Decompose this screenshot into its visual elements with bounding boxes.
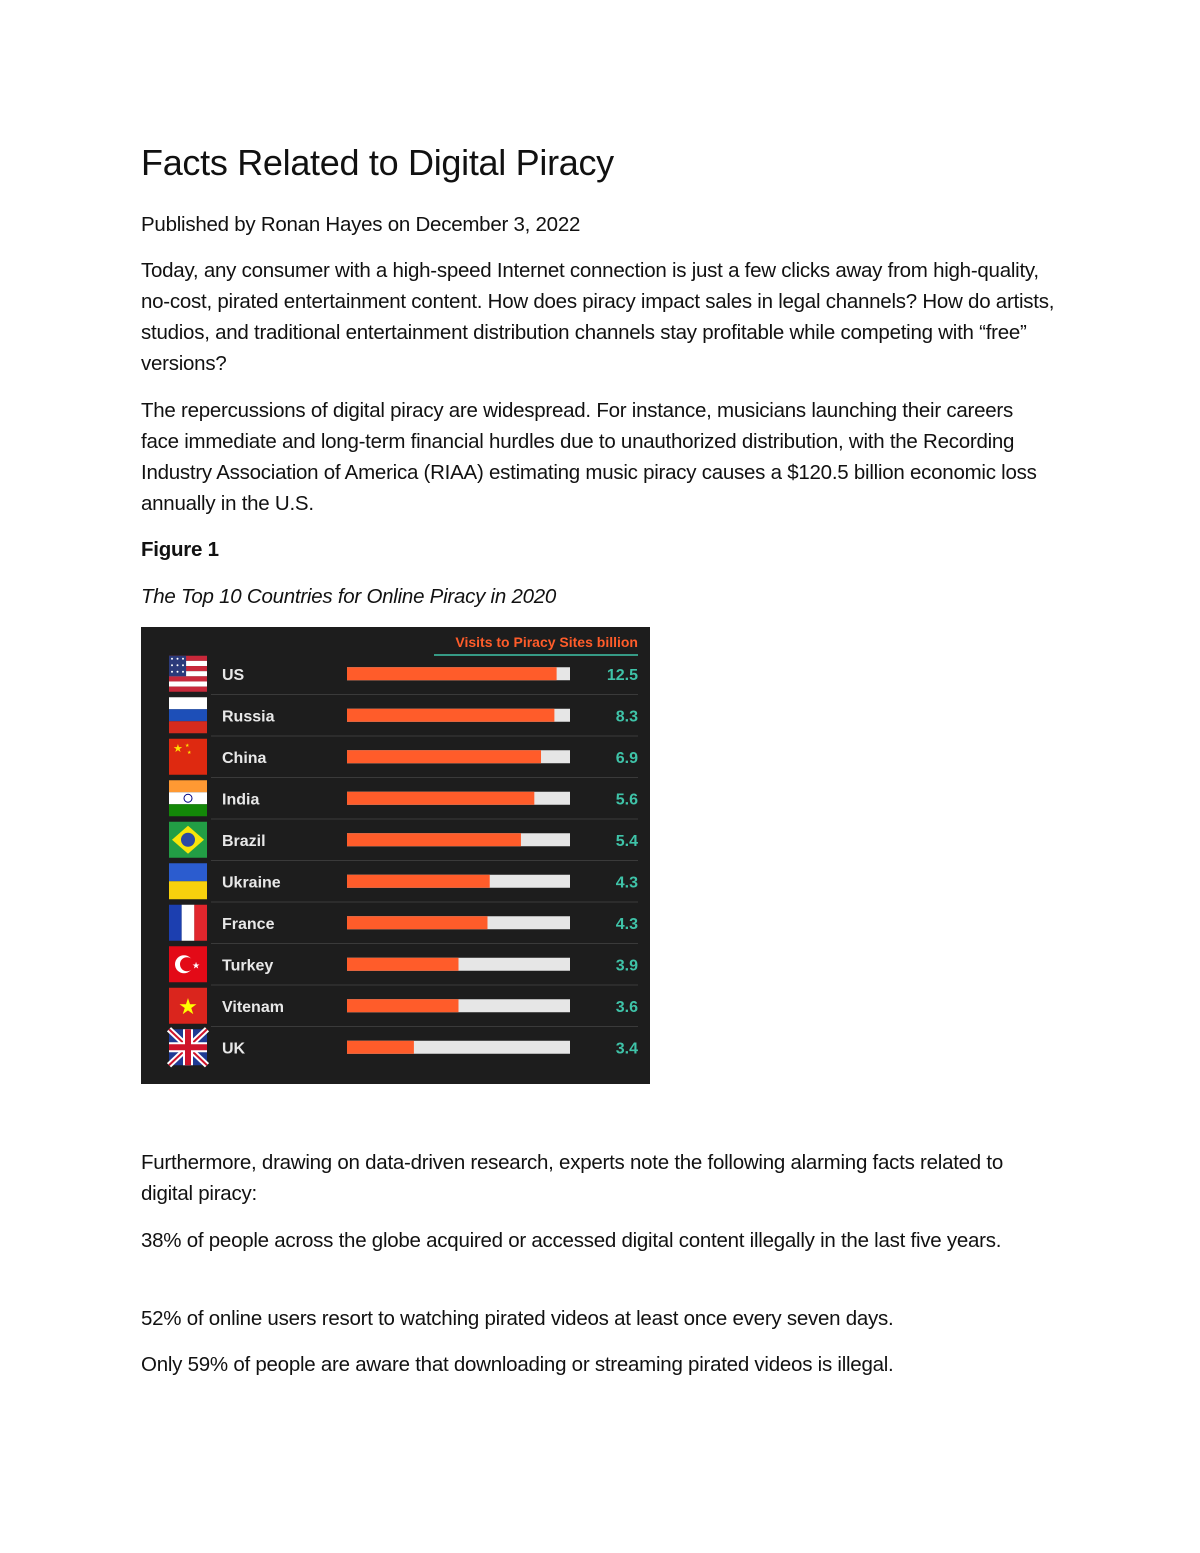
paragraph-intro: Today, any consumer with a high-speed Internet connection is just a few clicks away from high-quality, no-cost, pirated entertainment content. How does piracy impact sales in legal channels? How do artists, studios, and traditional entertainment distribution channels stay profitable while competing with “free” versions? [141, 259, 1055, 375]
chart-category-label: Brazil [222, 832, 266, 850]
chart-bar [347, 999, 459, 1012]
chart-category-label: France [222, 915, 275, 933]
chart-bar [347, 709, 554, 722]
chart-category-label: UK [222, 1040, 246, 1058]
chart-series-label: Visits to Piracy Sites billion [455, 634, 638, 650]
figure-caption: The Top 10 Countries for Online Piracy in 2020 [141, 585, 557, 608]
fact-item: 38% of people across the globe acquired or accessed digital content illegally in the last five years. [141, 1229, 1002, 1252]
us-flag-icon [169, 656, 207, 692]
chart-category-label: Ukraine [222, 874, 281, 892]
svg-text:★: ★ [178, 994, 198, 1020]
chart-category-label: Turkey [222, 957, 274, 975]
chart-category-label: India [222, 791, 260, 809]
document-title: Facts Related to Digital Piracy [141, 142, 614, 183]
figure-label: Figure 1 [141, 538, 219, 561]
svg-text:★: ★ [173, 741, 183, 755]
fact-item: Only 59% of people are aware that downloading or streaming pirated videos is illegal. [141, 1353, 894, 1376]
paragraph-research: Furthermore, drawing on data-driven research, experts note the following alarming facts related to digital piracy: [141, 1151, 1004, 1205]
svg-text:★: ★ [185, 742, 190, 749]
chart-category-label: Russia [222, 708, 275, 726]
brazil-flag-icon [169, 822, 207, 858]
china-flag-icon [169, 739, 207, 775]
chart-value-label: 8.3 [615, 708, 638, 726]
chart-category-label: Vitenam [222, 998, 284, 1016]
uk-flag-icon [169, 1029, 207, 1065]
fact-item: 52% of online users resort to watching pirated videos at least once every seven days. [141, 1307, 894, 1330]
russia-flag-icon [169, 697, 207, 733]
india-flag-icon [169, 780, 207, 816]
svg-text:★: ★ [192, 961, 201, 972]
svg-text:★: ★ [187, 749, 192, 756]
chart-bar [347, 1041, 414, 1054]
piracy-bar-chart [141, 627, 650, 1084]
chart-bar [347, 667, 557, 680]
chart-value-label: 3.6 [615, 998, 638, 1016]
chart-value-label: 4.3 [615, 915, 638, 933]
byline: Published by Ronan Hayes on December 3, 2022 [141, 213, 581, 236]
ukraine-flag-icon [169, 863, 207, 899]
chart-value-label: 3.4 [615, 1040, 638, 1058]
chart-bar [347, 875, 490, 888]
turkey-flag-icon [169, 946, 207, 982]
chart-category-label: US [222, 666, 245, 684]
chart-category-label: China [222, 749, 267, 767]
chart-bar [347, 750, 541, 763]
chart-bar [347, 833, 521, 846]
vietnam-flag-icon [169, 988, 207, 1024]
chart-value-label: 12.5 [606, 666, 638, 684]
chart-value-label: 5.6 [615, 791, 638, 809]
chart-value-label: 6.9 [615, 749, 638, 767]
chart-value-label: 4.3 [615, 874, 638, 892]
chart-bar [347, 916, 487, 929]
chart-bar [347, 958, 459, 971]
chart-bar [347, 792, 534, 805]
paragraph-repercussions: The repercussions of digital piracy are widespread. For instance, musicians launching their careers face immediate and long-term financial hurdles due to unauthorized distribution, with the Recording Industry Association of America (RIAA) estimating music piracy causes a $120.5 billion economic loss annually in the U.S. [141, 399, 1037, 515]
france-flag-icon [169, 905, 207, 941]
chart-value-label: 5.4 [615, 832, 638, 850]
chart-value-label: 3.9 [615, 957, 638, 975]
